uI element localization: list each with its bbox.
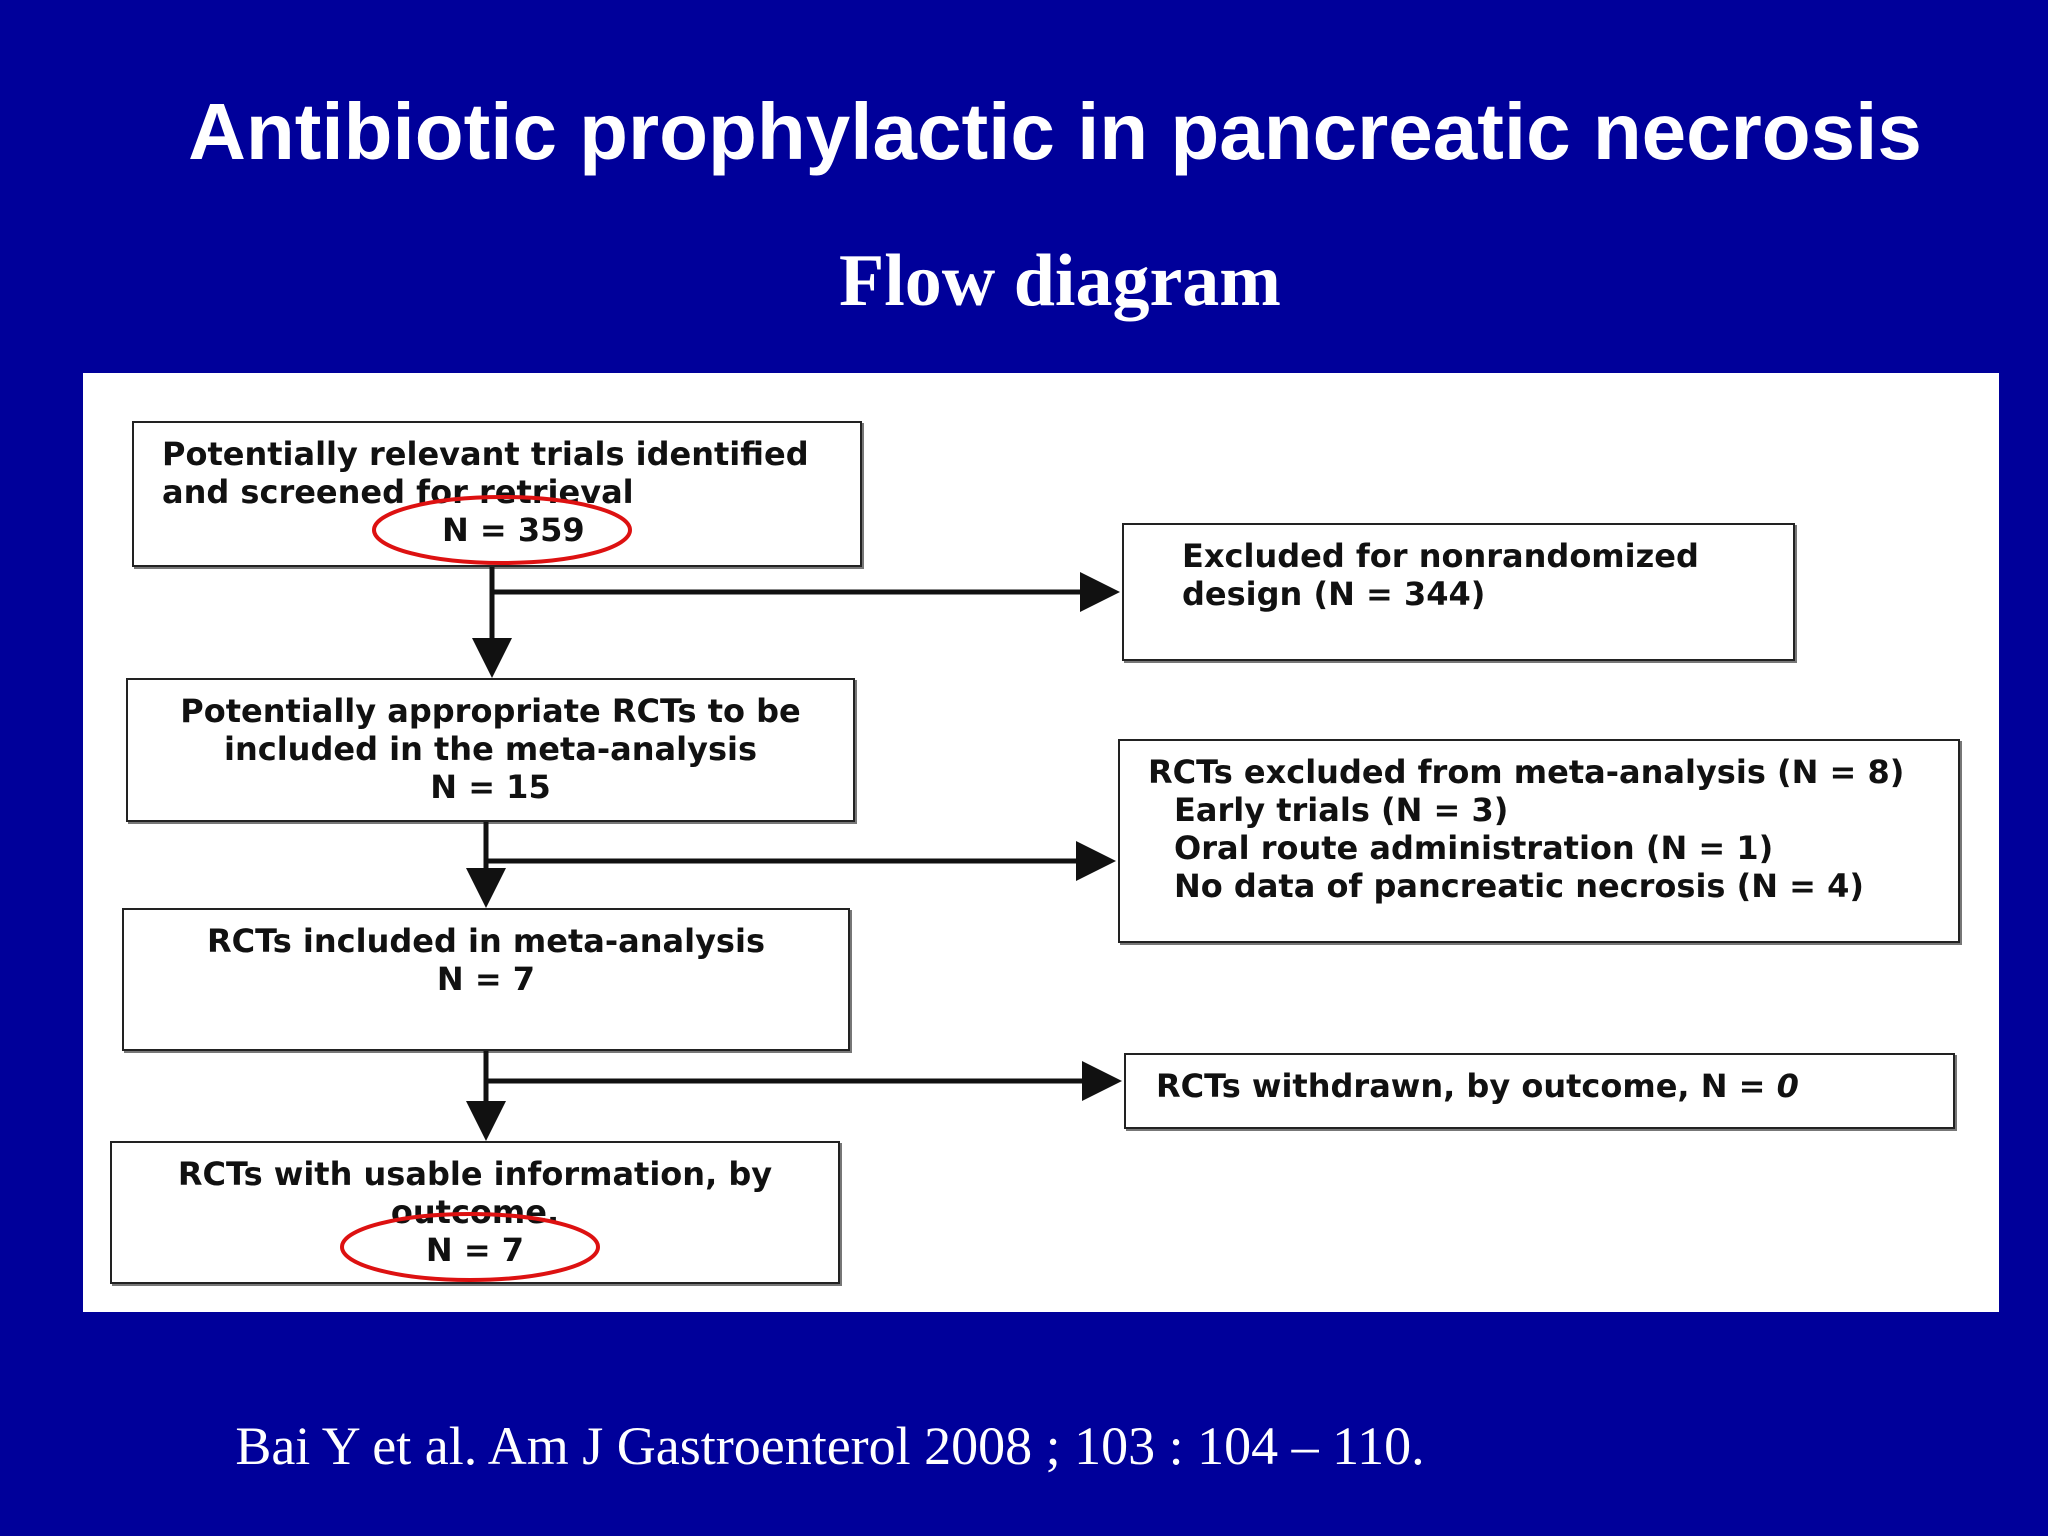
box-withdrawn-label: RCTs withdrawn, by outcome, N = bbox=[1156, 1067, 1777, 1105]
box-usable-line1: RCTs with usable information, by bbox=[177, 1155, 773, 1193]
highlight-ring-359 bbox=[374, 497, 630, 563]
box-appropriate-line2: included in the meta-analysis bbox=[223, 730, 757, 768]
excluded-reason-item: Oral route administration (N = 1) bbox=[1174, 829, 1774, 867]
box-usable-count: N = 7 bbox=[425, 1231, 525, 1269]
box-identified-line1: Potentially relevant trials identified bbox=[162, 435, 809, 473]
box-excluded-nonrandomized-line1: Excluded for nonrandomized bbox=[1182, 537, 1699, 575]
box-usable-line2: outcome. bbox=[390, 1193, 560, 1231]
excluded-reason-item: No data of pancreatic necrosis (N = 4) bbox=[1174, 867, 1864, 905]
box-excluded-meta-line1: RCTs excluded from meta-analysis (N = 8) bbox=[1148, 753, 1905, 791]
box-withdrawn-value: 0 bbox=[1776, 1067, 1799, 1105]
box-identified-line2: and screened for retrieval bbox=[162, 473, 634, 511]
slide-subtitle: Flow diagram bbox=[839, 240, 1281, 322]
box-included-line1: RCTs included in meta-analysis bbox=[207, 922, 765, 960]
slide-title: Antibiotic prophylactic in pancreatic necrosis bbox=[188, 87, 1922, 176]
box-appropriate-count: N = 15 bbox=[430, 768, 551, 806]
excluded-reason-item: Early trials (N = 3) bbox=[1174, 791, 1509, 829]
highlight-ring-7 bbox=[342, 1214, 598, 1280]
box-identified-count: N = 359 bbox=[442, 511, 585, 549]
box-excluded-nonrandomized-line2: design (N = 344) bbox=[1182, 575, 1486, 613]
box-included-count: N = 7 bbox=[436, 960, 536, 998]
citation: Bai Y et al. Am J Gastroenterol 2008 ; 103 : 104 – 110. bbox=[235, 1416, 1425, 1476]
box-appropriate-line1: Potentially appropriate RCTs to be bbox=[180, 692, 801, 730]
